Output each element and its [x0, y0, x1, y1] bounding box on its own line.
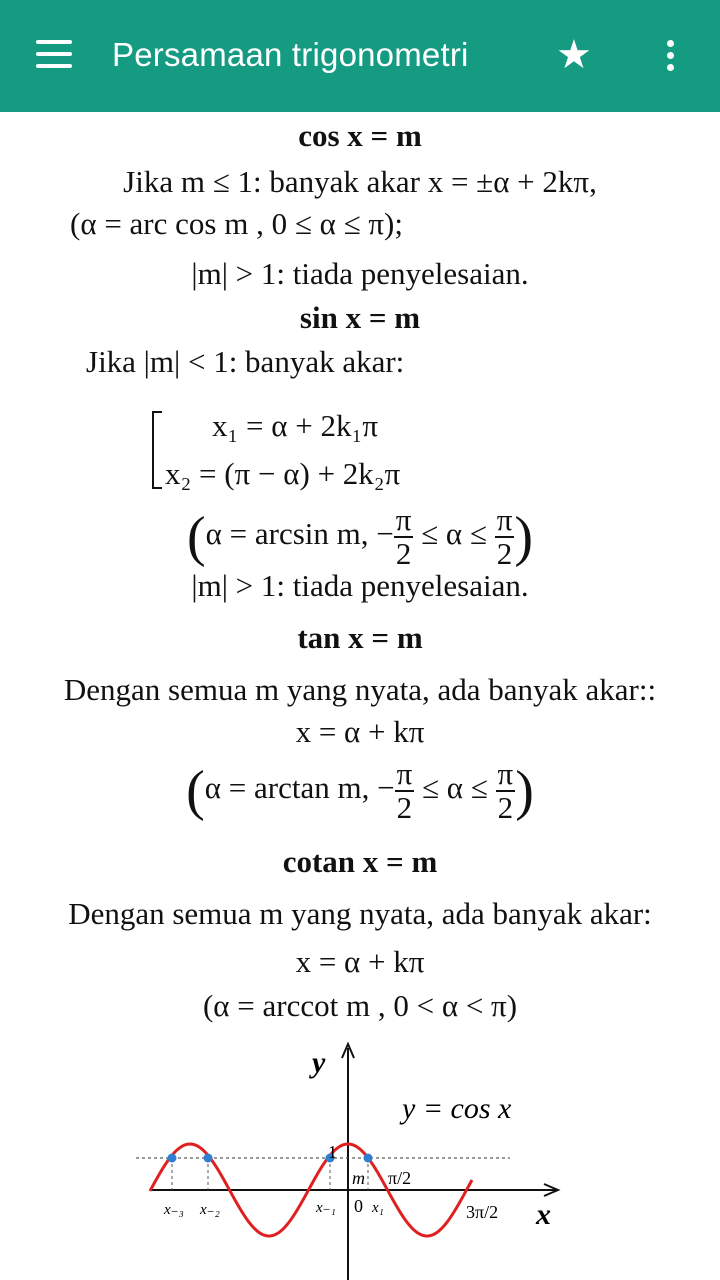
one-label: 1 — [328, 1142, 337, 1162]
tan-frac-den: 2 — [396, 789, 413, 825]
system-bracket — [150, 410, 164, 490]
tan-line-1: Dengan semua m yang nyata, ada banyak akar:: — [63, 672, 657, 707]
formula-content — [0, 112, 720, 1280]
function-label: y = cos x — [402, 1092, 512, 1125]
cos-line-1: Jika m ≤ 1: banyak akar x = ±α + 2kπ, — [123, 164, 597, 199]
three-half-pi-label: 3π/2 — [466, 1202, 499, 1222]
intersection-point — [168, 1154, 177, 1163]
app-bar — [0, 0, 720, 112]
cotan-range: (α = arccot m , 0 < α < π) — [202, 988, 518, 1023]
m-label: m — [352, 1168, 365, 1188]
cos-line-3: |m| > 1: tiada penyelesaian. — [191, 256, 529, 291]
sin-frac-den-2: 2 — [496, 535, 513, 571]
tan-frac-num: π — [396, 755, 413, 791]
cos-heading: cos x = m — [298, 118, 422, 153]
sin-line-last: |m| > 1: tiada penyelesaian. — [191, 568, 529, 603]
sin-frac-num: π — [395, 501, 412, 537]
sin-range-left: α = arcsin m, − — [205, 516, 394, 551]
tan-frac-den-2: 2 — [497, 789, 514, 825]
sin-range: (α = arcsin m, − $\frac{\pi}{2}$ ≤ α ≤ $\frac{\pi}{2}$ ) — [187, 501, 533, 571]
sin-eq-1: x₁ = α + 2k₁π — [212, 408, 378, 443]
zero-label: 0 — [354, 1196, 363, 1216]
tan-eq: x = α + kπ — [295, 714, 425, 749]
x-minus-1-label: x₋₁ — [316, 1200, 336, 1216]
x-minus-3-label: x₋₃ — [164, 1202, 184, 1218]
page-title: Persamaan trigonometri — [112, 36, 469, 73]
sin-heading: sin x = m — [299, 300, 421, 335]
cos-line-2: (α = arc cos m , 0 ≤ α ≤ π); — [70, 206, 403, 241]
cotan-heading: cotan x = m — [282, 844, 438, 879]
x-1-label: x₁ — [372, 1200, 384, 1216]
cotan-line-1: Dengan semua m yang nyata, ada banyak akar: — [68, 896, 652, 931]
x-axis-label: x — [536, 1198, 551, 1231]
x-minus-2-label: x₋₂ — [200, 1202, 220, 1218]
tan-range-left: α = arctan m, − — [204, 770, 395, 805]
sin-line-1: Jika |m| < 1: banyak akar: — [86, 344, 405, 379]
sin-range-mid: ≤ α ≤ — [421, 516, 487, 551]
tan-range: (α = arctan m, − $\frac{\pi}{2}$ ≤ α ≤ $\frac{\pi}{2}$ ) — [186, 755, 534, 825]
sin-frac-num-2: π — [496, 501, 513, 537]
intersection-point — [204, 1154, 213, 1163]
sin-eq-2: x₂ = (π − α) + 2k₂π — [165, 456, 401, 491]
cotan-eq: x = α + kπ — [295, 944, 425, 979]
tan-heading: tan x = m — [297, 620, 423, 655]
cos-graph — [120, 1038, 580, 1280]
tan-range-mid: ≤ α ≤ — [422, 770, 488, 805]
star-icon[interactable]: ★ — [556, 33, 592, 77]
sin-frac-den: 2 — [395, 535, 412, 571]
hamburger-menu-icon[interactable] — [36, 40, 74, 72]
y-axis-label: y — [312, 1046, 326, 1079]
half-pi-label: π/2 — [388, 1168, 412, 1188]
more-vert-icon[interactable] — [666, 40, 676, 74]
intersection-point — [364, 1154, 373, 1163]
tan-frac-num-2: π — [497, 755, 514, 791]
